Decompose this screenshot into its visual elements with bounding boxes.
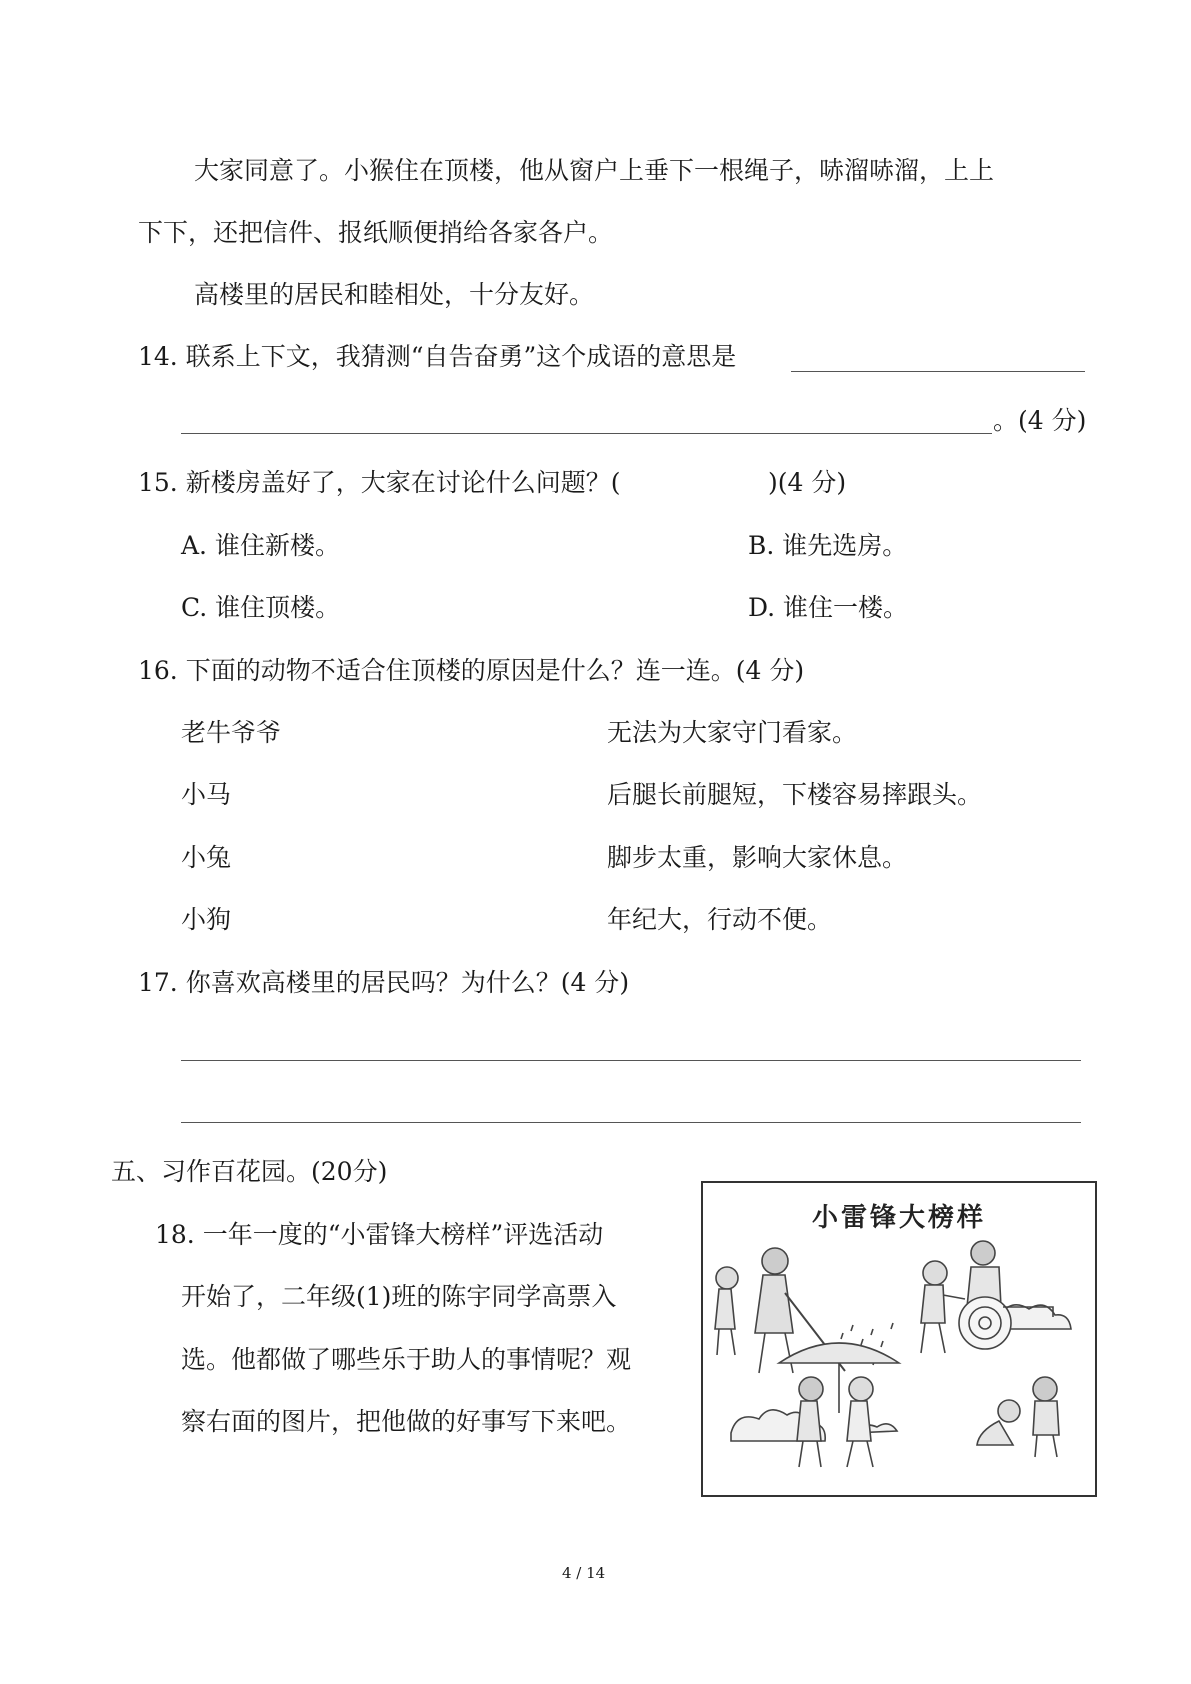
match-reason[interactable]: 后腿长前腿短，下楼容易摔跟头。 [607,780,983,809]
option-a[interactable]: A. 谁住新楼。 [181,531,340,560]
question-16: 16. 下面的动物不适合住顶楼的原因是什么？连一连。(4 分) [138,656,805,685]
answer-line[interactable] [181,1122,1081,1123]
match-animal[interactable]: 小马 [181,780,232,809]
question-14: 14. 联系上下文，我猜测“自告奋勇”这个成语的意思是 [138,342,737,371]
section-title: 五、习作百花园。(20分) [111,1157,388,1186]
score-label: 。(4 分) [993,406,1087,435]
question-18-line: 选。他都做了哪些乐于助人的事情呢？观 [181,1345,632,1374]
option-b[interactable]: B. 谁先选房。 [748,531,908,560]
score-label: )(4 分) [768,468,847,497]
story-line: 大家同意了。小猴住在顶楼，他从窗户上垂下一根绳子，哧溜哧溜，上上 [194,156,995,185]
page-number: 4 / 14 [562,1564,606,1582]
illustration-frame [701,1181,1097,1497]
answer-line[interactable] [181,433,992,434]
match-animal[interactable]: 小狗 [181,905,232,934]
question-15: 15. 新楼房盖好了，大家在讨论什么问题？( [138,468,621,497]
question-17: 17. 你喜欢高楼里的居民吗？为什么？(4 分) [138,968,630,997]
option-d[interactable]: D. 谁住一楼。 [748,593,909,622]
illustration-title: 小雷锋大榜样 [811,1203,986,1233]
story-line: 下下，还把信件、报纸顺便捎给各家各户。 [138,218,614,247]
answer-line[interactable] [791,371,1085,372]
option-c[interactable]: C. 谁住顶楼。 [181,593,341,622]
story-line: 高楼里的居民和睦相处，十分友好。 [194,280,595,309]
match-animal[interactable]: 小兔 [181,843,232,872]
match-animal[interactable]: 老牛爷爷 [181,718,282,747]
question-18-line: 开始了，二年级(1)班的陈宇同学高票入 [181,1282,617,1311]
question-18-line: 察右面的图片，把他做的好事写下来吧。 [181,1407,632,1436]
match-reason[interactable]: 脚步太重，影响大家休息。 [607,843,908,872]
answer-line[interactable] [181,1060,1081,1061]
question-18-line: 18. 一年一度的“小雷锋大榜样”评选活动 [155,1220,604,1249]
match-reason[interactable]: 无法为大家守门看家。 [607,718,858,747]
match-reason[interactable]: 年纪大，行动不便。 [607,905,833,934]
